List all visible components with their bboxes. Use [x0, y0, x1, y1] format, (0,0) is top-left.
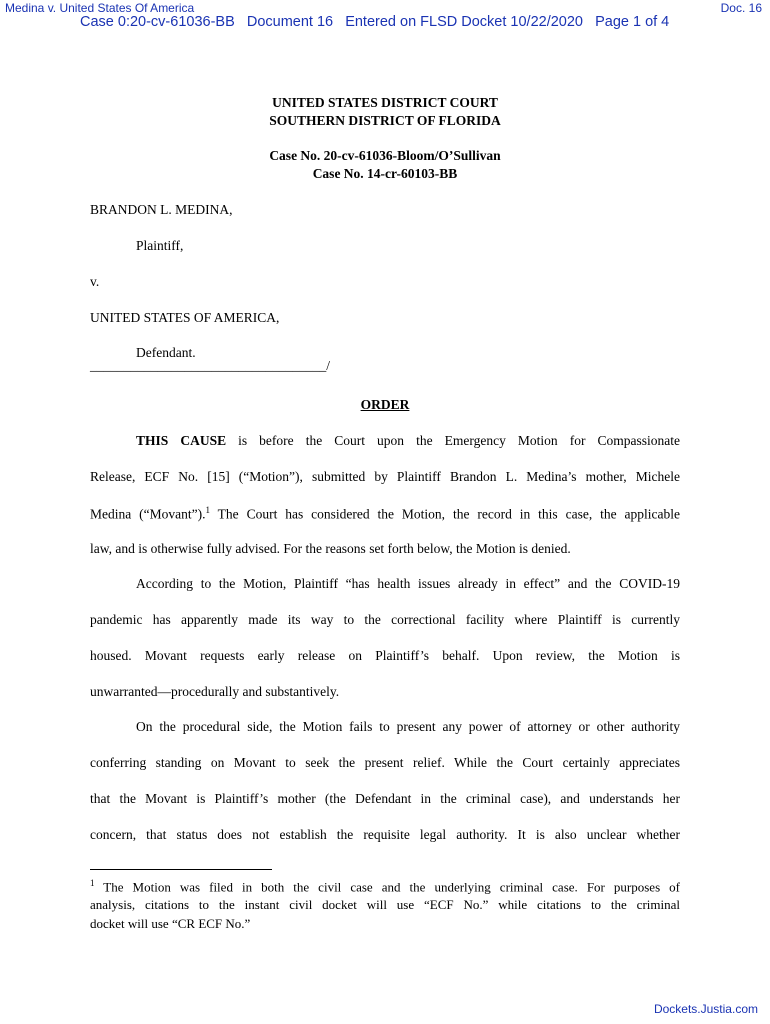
paragraph-3-line-2: conferring standing on Movant to seek the present relief. While the Court certainly appreciates: [90, 755, 680, 770]
stamp-page: Page 1 of 4: [595, 14, 670, 30]
defendant-role: Defendant.: [136, 345, 196, 360]
footnote-reference[interactable]: 1: [205, 505, 210, 515]
paragraph-2-line-3: housed. Movant requests early release on Plaintiff’s behalf. Upon review, the Motion is: [90, 648, 680, 663]
footnote-divider: [90, 869, 272, 870]
caption-separator: ___________________________________/: [90, 358, 331, 373]
paragraph-1-line-1: [136, 433, 680, 449]
footnote-line-2: analysis, citations to the instant civil docket will use “ECF No.” while citations to the criminal: [90, 897, 680, 912]
paragraph-3-line-4: concern, that status does not establish the requisite legal authority. It is also unclear whether: [90, 827, 680, 842]
paragraph-2-line-4: unwarranted—procedurally and substantively.: [90, 684, 340, 699]
footnote-marker: 1: [90, 878, 95, 888]
stamp-case: Case 0:20-cv-61036-BB: [80, 14, 235, 30]
plaintiff-name: BRANDON L. MEDINA,: [90, 202, 233, 217]
plaintiff-role: Plaintiff,: [136, 238, 184, 253]
footnote-line-1-text: The Motion was filed in both the civil case and the underlying criminal case. For purposes of: [94, 879, 680, 895]
stamp-entered: Entered on FLSD Docket 10/22/2020: [345, 14, 583, 30]
footnote-line-3: docket will use “CR ECF No.”: [90, 916, 251, 931]
versus: v.: [90, 274, 100, 289]
paragraph-1-line-2: Release, ECF No. [15] (“Motion”), submitted by Plaintiff Brandon L. Medina’s mother, Michele: [90, 469, 680, 484]
paragraph-1-line-4: law, and is otherwise fully advised. For the reasons set forth below, the Motion is denied.: [90, 541, 571, 556]
case-number-civil: Case No. 20-cv-61036-Bloom/O’Sullivan: [269, 148, 501, 163]
paragraph-1-line-3-b: The Court has considered the Motion, the record in this case, the applicable: [210, 506, 680, 522]
paragraph-1-line-1-text: is before the Court upon the Emergency Motion for Compassionate: [226, 433, 680, 448]
order-heading: ORDER: [360, 397, 410, 412]
court-name-line2: SOUTHERN DISTRICT OF FLORIDA: [269, 113, 501, 128]
justia-source-link[interactable]: Dockets.Justia.com: [653, 1002, 758, 1016]
paragraph-3-line-1: On the procedural side, the Motion fails to present any power of attorney or other authority: [136, 719, 680, 734]
paragraph-3-line-3: that the Movant is Plaintiff’s mother (the Defendant in the criminal case), and understands her: [90, 791, 680, 806]
paragraph-1-line-3-a: Medina (“Movant”).: [90, 506, 206, 522]
this-cause-lead: THIS CAUSE: [136, 433, 227, 448]
paragraph-2-line-1: According to the Motion, Plaintiff “has health issues already in effect” and the COVID-19: [136, 576, 680, 591]
stamp-document: Document 16: [246, 14, 334, 30]
footnote-line-1: [90, 878, 680, 895]
doc-number-link[interactable]: Doc. 16: [720, 1, 762, 15]
court-name-line1: UNITED STATES DISTRICT COURT: [272, 95, 498, 110]
case-number-criminal: Case No. 14-cr-60103-BB: [312, 166, 458, 181]
paragraph-2-line-2: pandemic has apparently made its way to the correctional facility where Plaintiff is currently: [90, 612, 680, 627]
paragraph-1-line-3: [90, 505, 680, 523]
case-title-link[interactable]: Medina v. United States Of America: [5, 1, 195, 15]
docket-stamp: [80, 14, 669, 30]
defendant-name: UNITED STATES OF AMERICA,: [90, 310, 280, 325]
